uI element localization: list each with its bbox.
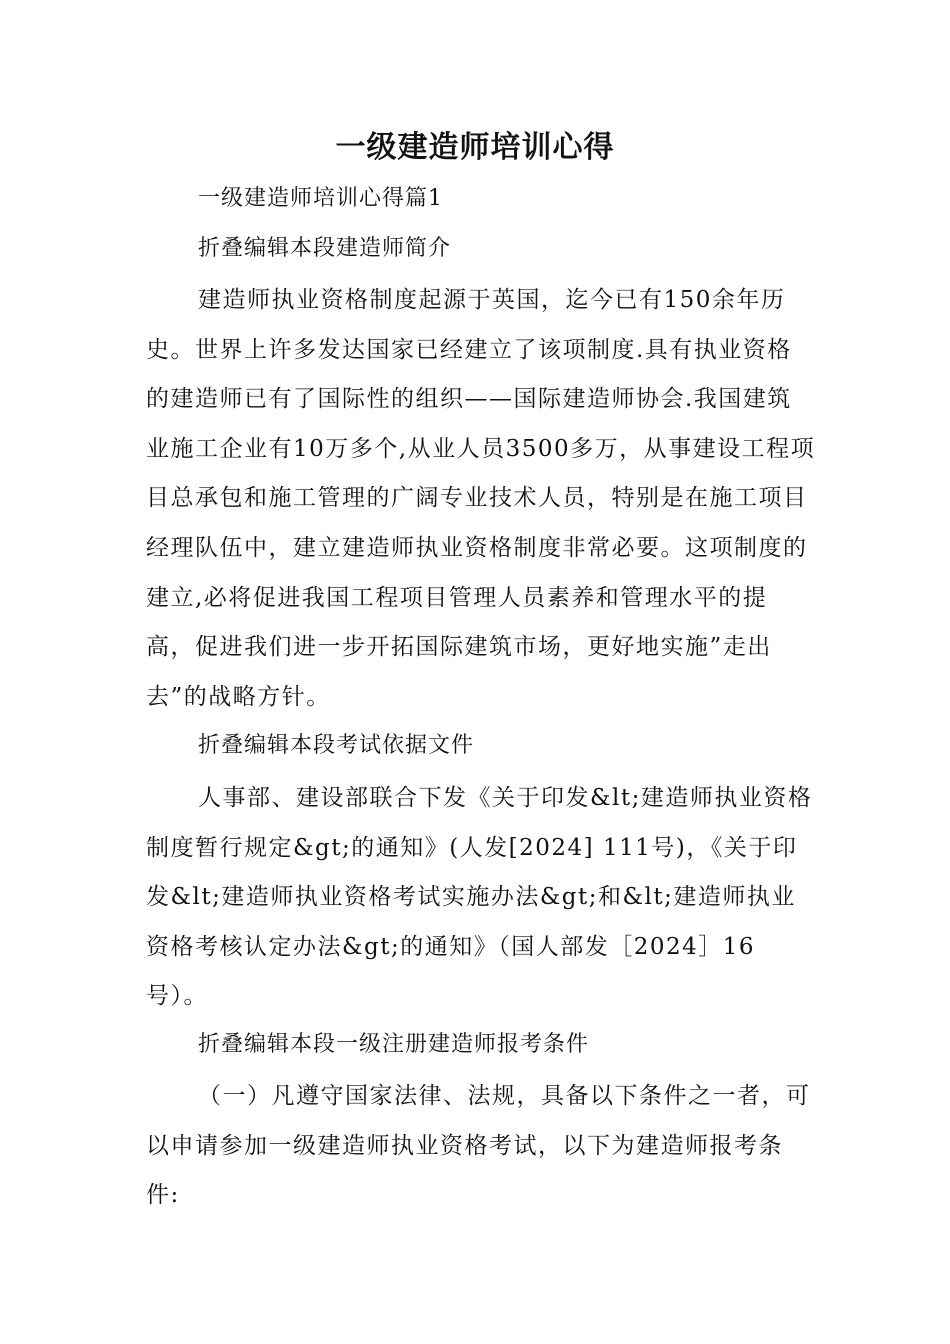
paragraph-basis xyxy=(146,774,816,1022)
section-heading-conditions: 折叠编辑本段一级注册建造师报考条件 xyxy=(198,1032,590,1057)
document-title: 一级建造师培训心得 xyxy=(335,130,615,165)
part-heading: 一级建造师培训心得篇1 xyxy=(198,186,443,211)
section-heading-basis: 折叠编辑本段考试依据文件 xyxy=(198,733,475,758)
paragraph-conditions-text: （一）凡遵守国家法律、法规，具备以下条件之一者，可以申请参加一级建造师执业资格考试，以下为建造师报考条件: xyxy=(146,1083,811,1209)
paragraph-basis-text: 人事部、建设部联合下发《关于印发&lt;建造师执业资格制度暂行规定&gt;的通知》(人发[2024] 111号)，《关于印发&lt;建造师执业资格考试实施办法&gt;和&lt;建造师执业资格考核认定办法&gt;的通知》（国人部发［2024］16号）。 xyxy=(146,785,813,1010)
section-heading-intro: 折叠编辑本段建造师简介 xyxy=(198,236,452,261)
paragraph-conditions xyxy=(146,1072,816,1221)
paragraph-intro xyxy=(146,276,816,722)
paragraph-intro-text: 建造师执业资格制度起源于英国，迄今已有150余年历史。世界上许多发达国家已经建立了该项制度.具有执业资格的建造师已有了国际性的组织——国际建造师协会.我国建筑业施工企业有10万多个,从业人员3500多万，从事建设工程项目总承包和施工管理的广阔专业技术人员，特别是在施工项目经理队伍中，建立建造师执业资格制度非常必要。这项制度的建立,必将促进我国工程项目管理人员素养和管理水平的提高，促进我们进一步开拓国际建筑市场，更好地实施”走出去”的战略方针。 xyxy=(146,287,816,710)
